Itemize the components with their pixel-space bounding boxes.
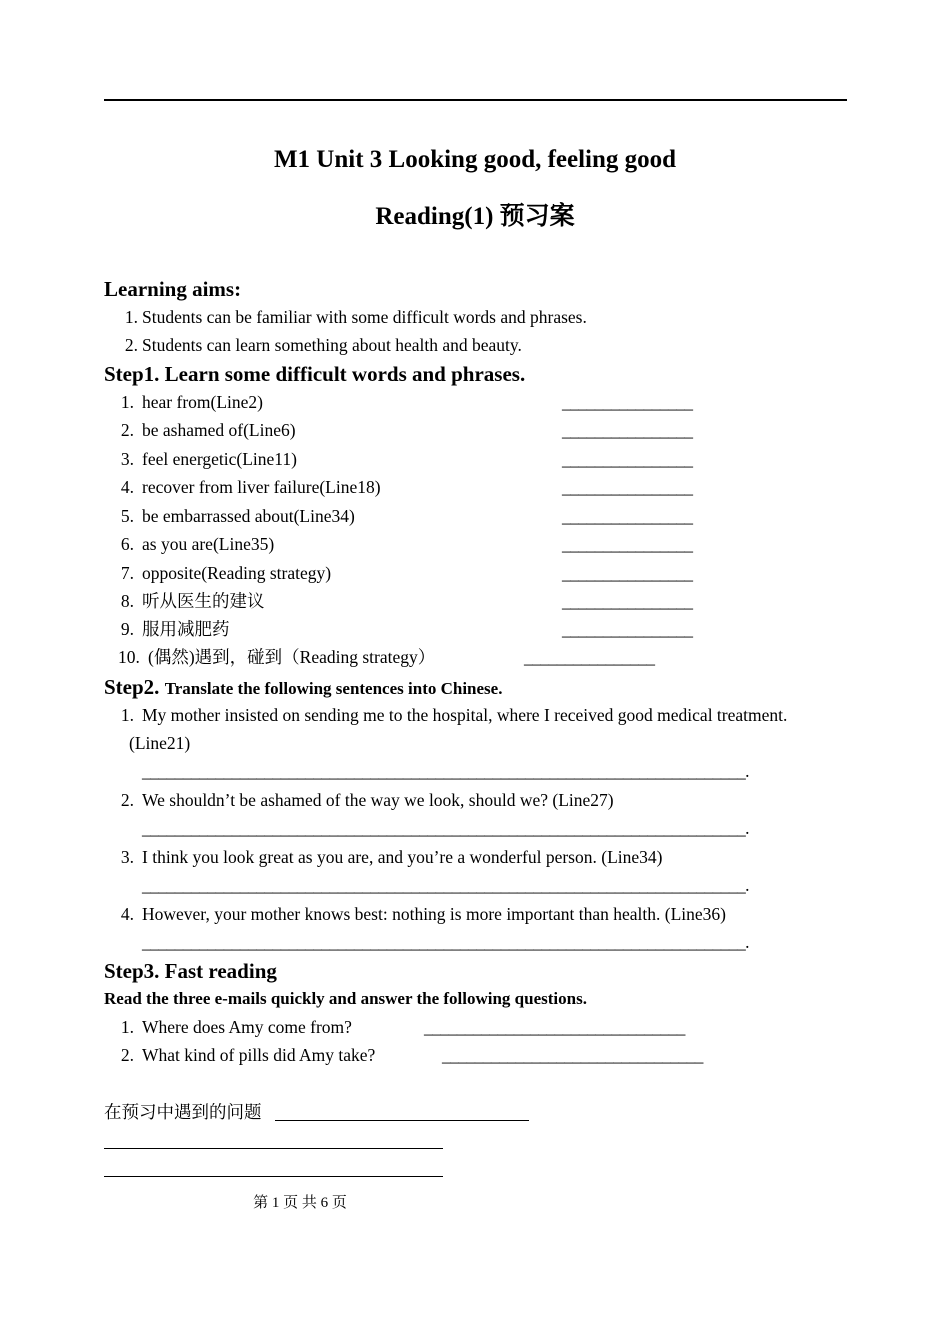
problems-line[interactable] — [104, 1176, 443, 1177]
answer-blank[interactable]: ________________ — [562, 534, 693, 554]
answer-blank[interactable]: ________________ — [562, 477, 693, 497]
answer-blank[interactable]: ________________ — [524, 647, 655, 667]
answer-blank[interactable]: ________________ — [562, 591, 693, 611]
aims-heading: Learning aims: — [104, 277, 242, 301]
problems-line[interactable] — [104, 1148, 443, 1149]
top-rule — [104, 99, 847, 101]
problems-line[interactable] — [275, 1120, 529, 1121]
step2-heading: Step2. Translate the following sentences into Chinese. — [104, 675, 503, 699]
answer-blank[interactable]: ________________________________ — [442, 1045, 703, 1065]
answer-blank[interactable]: ________________ — [562, 506, 693, 526]
step3-heading: Step3. Fast reading — [104, 959, 277, 983]
answer-blank[interactable]: ________________ — [562, 420, 693, 440]
page-number: 第 1 页 共 6 页 — [253, 1195, 347, 1211]
answer-blank[interactable]: ________________ — [562, 619, 693, 639]
answer-blank[interactable]: ________________ — [562, 563, 693, 583]
step1-heading: Step1. Learn some difficult words and phrases. — [104, 362, 526, 386]
answer-blank[interactable]: ________________ — [562, 449, 693, 469]
page-subtitle: Reading(1) 预习案 — [375, 203, 575, 230]
answer-blank[interactable]: ________________ — [562, 392, 693, 412]
page-title: M1 Unit 3 Looking good, feeling good — [273, 146, 677, 173]
step3-instruction: Read the three e-mails quickly and answer the following questions. — [104, 989, 587, 1008]
problems-label: 在预习中遇到的问题 — [104, 1102, 262, 1122]
answer-blank[interactable]: ________________________________ — [424, 1017, 685, 1037]
